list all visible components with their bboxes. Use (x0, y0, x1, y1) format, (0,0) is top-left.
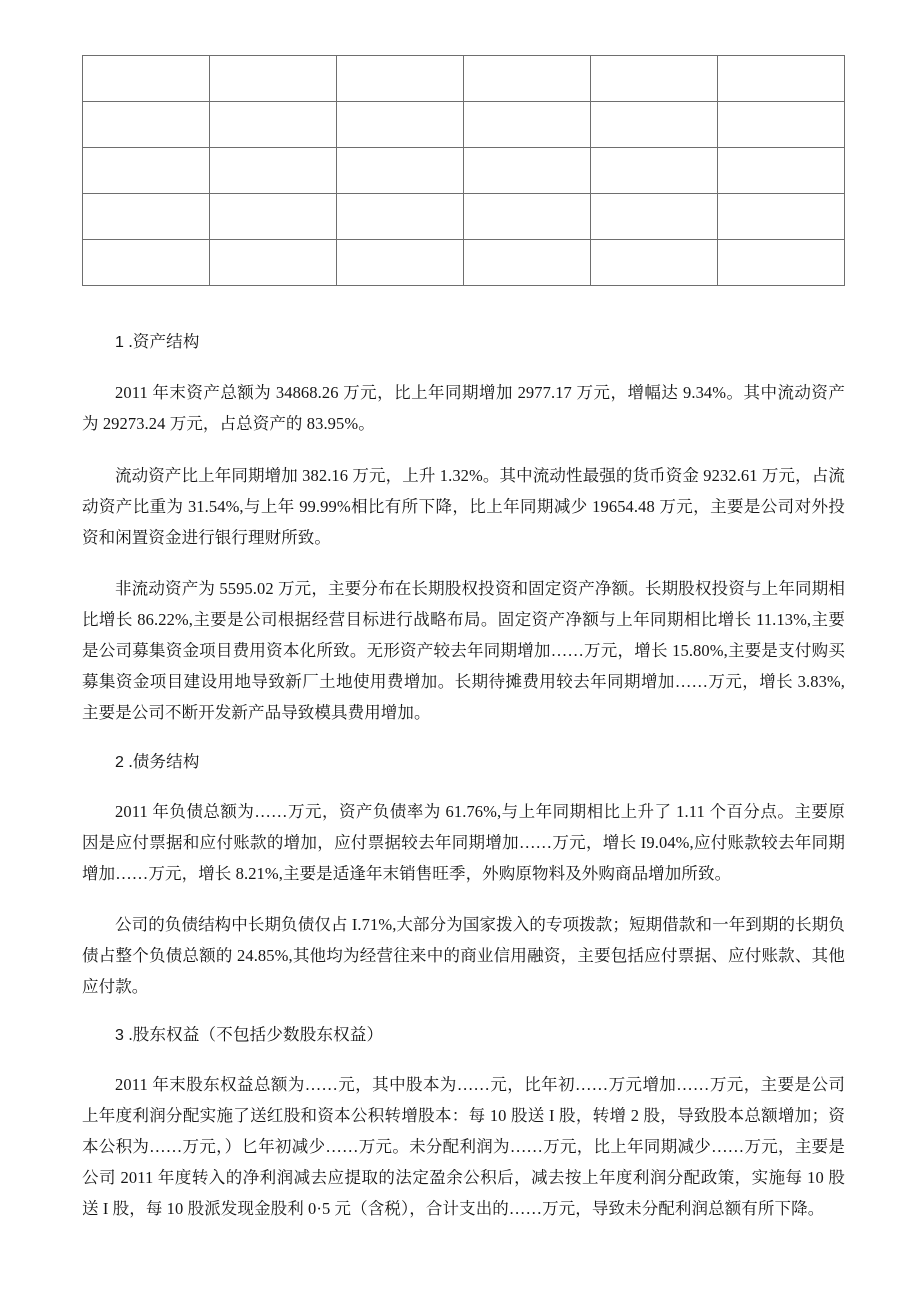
table-cell[interactable] (337, 240, 464, 286)
table-body (83, 56, 845, 286)
section-title: .债务结构 (128, 752, 200, 771)
table-row (83, 56, 845, 102)
section-heading-debt-structure (82, 750, 845, 775)
section-heading-asset-structure (82, 330, 845, 355)
table-cell[interactable] (591, 56, 718, 102)
table-cell[interactable] (337, 148, 464, 194)
table-cell[interactable] (210, 148, 337, 194)
table-cell[interactable] (718, 148, 845, 194)
section-number: 3 (115, 1027, 125, 1044)
section-title: .股东权益（不包括少数股东权益） (128, 1025, 384, 1044)
table-cell[interactable] (83, 102, 210, 148)
table-cell[interactable] (591, 102, 718, 148)
spacer (82, 775, 845, 796)
paragraph-noncurrent-assets: 非流动资产为 5595.02 万元，主要分布在长期股权投资和固定资产净额。长期股权投资与上年同期相比增长 86.22%,主要是公司根据经营目标进行战略布局。固定资产净额与上年同期相比增长 11.13%,主要是公司募集资金项目费用资本化所致。无形资产较去年同期增加……万元，增长 15.80%,主要是支付购买募集资金项目建设用地导致新厂土地使用费增加。长期待摊费用较去年同期增加……万元，增长 3.83%,主要是公司不断开发新产品导致模具费用增加。 (82, 579, 845, 722)
table-cell[interactable] (337, 102, 464, 148)
table-cell[interactable] (464, 240, 591, 286)
spacer (82, 889, 845, 909)
data-table-container (82, 55, 845, 286)
table-cell[interactable] (83, 148, 210, 194)
table-row (83, 148, 845, 194)
paragraph-liability-composition: 公司的负债结构中长期负债仅占 I.71%,大部分为国家拨入的专项拨款；短期借款和一年到期的长期负债占整个负债总额的 24.85%,其他均为经营往来中的商业信用融资，主要包括应付票据、应付账款、其他应付款。 (82, 915, 845, 996)
document-body (82, 330, 845, 1224)
table-cell[interactable] (591, 240, 718, 286)
table-row (83, 240, 845, 286)
spacer (82, 1002, 845, 1023)
table-cell[interactable] (464, 148, 591, 194)
table-cell[interactable] (718, 240, 845, 286)
paragraph-current-assets: 流动资产比上年同期增加 382.16 万元，上升 1.32%。其中流动性最强的货币资金 9232.61 万元，占流动资产比重为 31.54%,与上年 99.99%相比有所下降，比上年同期减少 19654.48 万元，主要是公司对外投资和闲置资金进行银行理财所致。 (82, 466, 845, 547)
table-cell[interactable] (210, 240, 337, 286)
table-cell[interactable] (464, 102, 591, 148)
table-row (83, 102, 845, 148)
table-cell[interactable] (210, 102, 337, 148)
table-cell[interactable] (210, 194, 337, 240)
paragraph-total-liabilities: 2011 年负债总额为……万元，资产负债率为 61.76%,与上年同期相比上升了 1.11 个百分点。主要原因是应付票据和应付账款的增加，应付票据较去年同期增加……万元，增长 I9.04%,应付账款较去年同期增加……万元，增长 8.21%,主要是适逢年末销售旺季，外购原物料及外购商品增加所致。 (82, 802, 845, 883)
section-heading-shareholders-equity (82, 1023, 845, 1048)
spacer (82, 355, 845, 377)
section-title: .资产结构 (128, 332, 200, 351)
table-cell[interactable] (591, 194, 718, 240)
section-number: 1 (115, 334, 125, 351)
table-cell[interactable] (83, 56, 210, 102)
table-cell[interactable] (337, 56, 464, 102)
spacer (82, 553, 845, 573)
spacer (82, 1048, 845, 1069)
table-cell[interactable] (718, 102, 845, 148)
financial-data-table (82, 55, 845, 286)
spacer (82, 728, 845, 750)
table-row (83, 194, 845, 240)
paragraph-total-assets: 2011 年末资产总额为 34868.26 万元，比上年同期增加 2977.17 万元，增幅达 9.34%。其中流动资产为 29273.24 万元，占总资产的 83.95%。 (82, 383, 845, 433)
table-cell[interactable] (718, 194, 845, 240)
table-cell[interactable] (718, 56, 845, 102)
table-cell[interactable] (464, 56, 591, 102)
paragraph-shareholders-equity: 2011 年末股东权益总额为……元，其中股本为……元，比年初……万元增加……万元，主要是公司上年度利润分配实施了送红股和资本公积转增股本：每 10 股送 I 股，转增 2 股，导致股本总额增加；资本公积为……万元，）匕年初减少……万元。未分配利润为……万元，比上年同期减少……万元，主要是公司 2011 年度转入的净利润减去应提取的法定盈余公积后，减去按上年度利润分配政策，实施每 10 股送 I 股，每 10 股派发现金股利 0·5 元（含税），合计支出的……万元，导致未分配利润总额有所下降。 (82, 1075, 845, 1218)
table-cell[interactable] (83, 240, 210, 286)
spacer (82, 439, 845, 460)
table-cell[interactable] (83, 194, 210, 240)
table-cell[interactable] (210, 56, 337, 102)
table-cell[interactable] (464, 194, 591, 240)
section-number: 2 (115, 754, 125, 771)
table-cell[interactable] (337, 194, 464, 240)
table-cell[interactable] (591, 148, 718, 194)
